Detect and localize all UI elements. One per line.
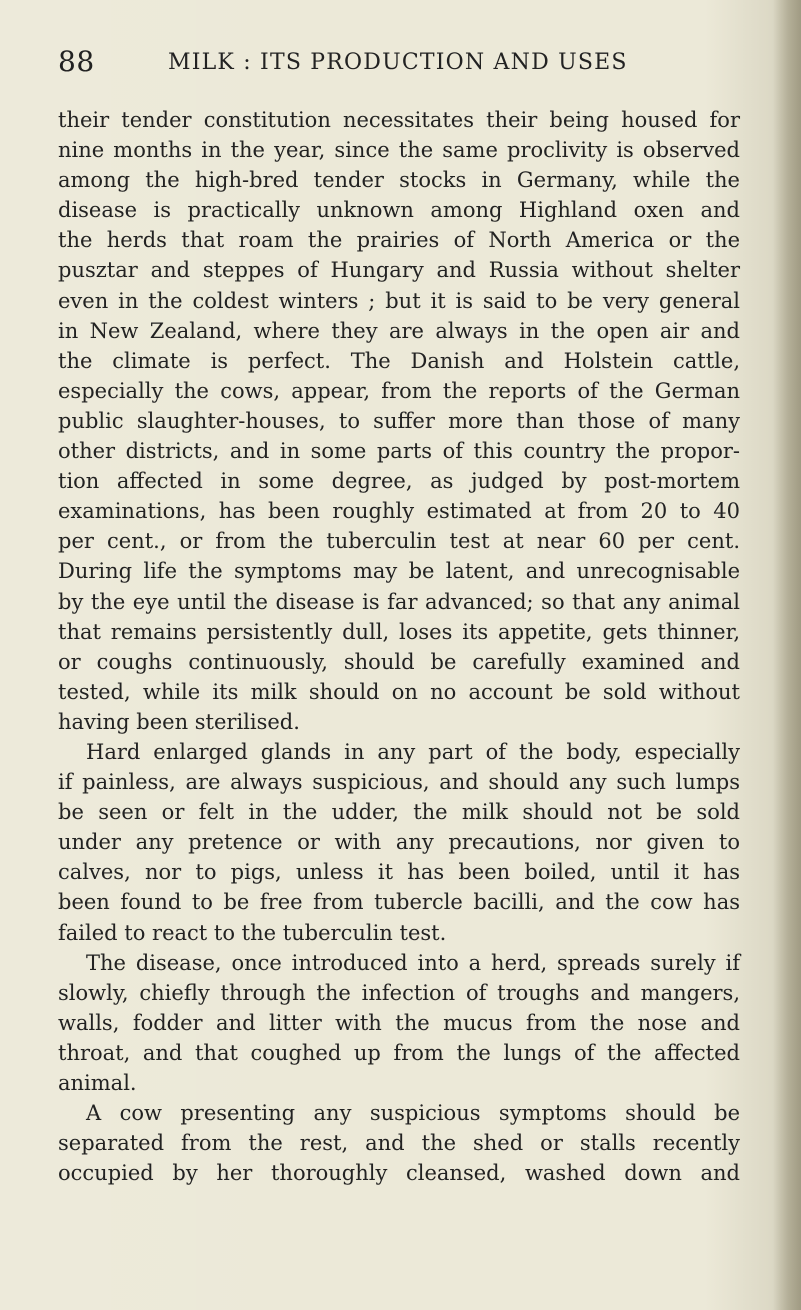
text-line: by the eye until the disease is far advanced; so that any animal (58, 589, 740, 614)
text-line: especially the cows, appear, from the reports of the German (58, 378, 740, 403)
text-line: disease is practically unknown among Highland oxen and (58, 198, 740, 223)
text-line: tion affected in some degree, as judged by post-mortem (58, 469, 740, 494)
text-line: calves, nor to pigs, unless it has been boiled, until it has (58, 860, 740, 885)
text-line: per cent., or from the tuberculin test at near 60 per cent. (58, 529, 740, 554)
text-line: failed to react to the tuberculin test. (58, 920, 447, 945)
text-line: among the high-bred tender stocks in Germany, while the (58, 168, 740, 193)
text-line: even in the coldest winters ; but it is said to be very general (58, 288, 740, 313)
text-line: A cow presenting any suspicious symptoms should be (86, 1101, 740, 1126)
text-line: pusztar and steppes of Hungary and Russia without shelter (58, 258, 740, 283)
text-line: been found to be free from tubercle bacilli, and the cow has (58, 890, 740, 915)
page-body (58, 105, 740, 1188)
text-line: occupied by her thoroughly cleansed, washed down and (58, 1161, 740, 1186)
text-line: or coughs continuously, should be carefully examined and (58, 649, 740, 674)
text-line: their tender constitution necessitates their being housed for (58, 108, 740, 132)
text-line: public slaughter-houses, to suffer more than those of many (58, 408, 740, 433)
text-line: the climate is perfect. The Danish and Holstein cattle, (58, 348, 740, 373)
text-line: During life the symptoms may be latent, and unrecognisable (58, 559, 740, 584)
running-head: MILK : ITS PRODUCTION AND USES (168, 50, 628, 75)
text-line: throat, and that coughed up from the lungs of the affected (58, 1040, 740, 1065)
text-line: nine months in the year, since the same proclivity is observed (58, 138, 740, 163)
text-line: other districts, and in some parts of this country the propor- (58, 439, 740, 464)
text-line: The disease, once introduced into a herd, spreads surely if (86, 950, 740, 975)
text-line: walls, fodder and litter with the mucus from the nose and (58, 1010, 740, 1035)
text-line: having been sterilised. (58, 709, 300, 734)
text-line: slowly, chiefly through the infection of troughs and mangers, (58, 980, 740, 1005)
text-line: if painless, are always suspicious, and should any such lumps (58, 770, 740, 795)
page-edge-shadow (773, 0, 801, 1310)
page-number: 88 (58, 45, 95, 78)
text-line: be seen or felt in the udder, the milk should not be sold (58, 800, 740, 825)
text-line: under any pretence or with any precautions, nor given to (58, 830, 740, 855)
text-line: that remains persistently dull, loses its appetite, gets thinner, (58, 619, 740, 644)
text-line: tested, while its milk should on no account be sold without (58, 679, 740, 704)
text-line: animal. (58, 1071, 137, 1095)
text-line: examinations, has been roughly estimated at from 20 to 40 (58, 499, 740, 524)
text-line: in New Zealand, where they are always in the open air and (58, 318, 740, 343)
text-line: the herds that roam the prairies of North America or the (58, 228, 740, 253)
text-line: separated from the rest, and the shed or stalls recently (58, 1131, 740, 1156)
text-line: Hard enlarged glands in any part of the body, especially (86, 739, 740, 764)
page-header (58, 44, 758, 80)
